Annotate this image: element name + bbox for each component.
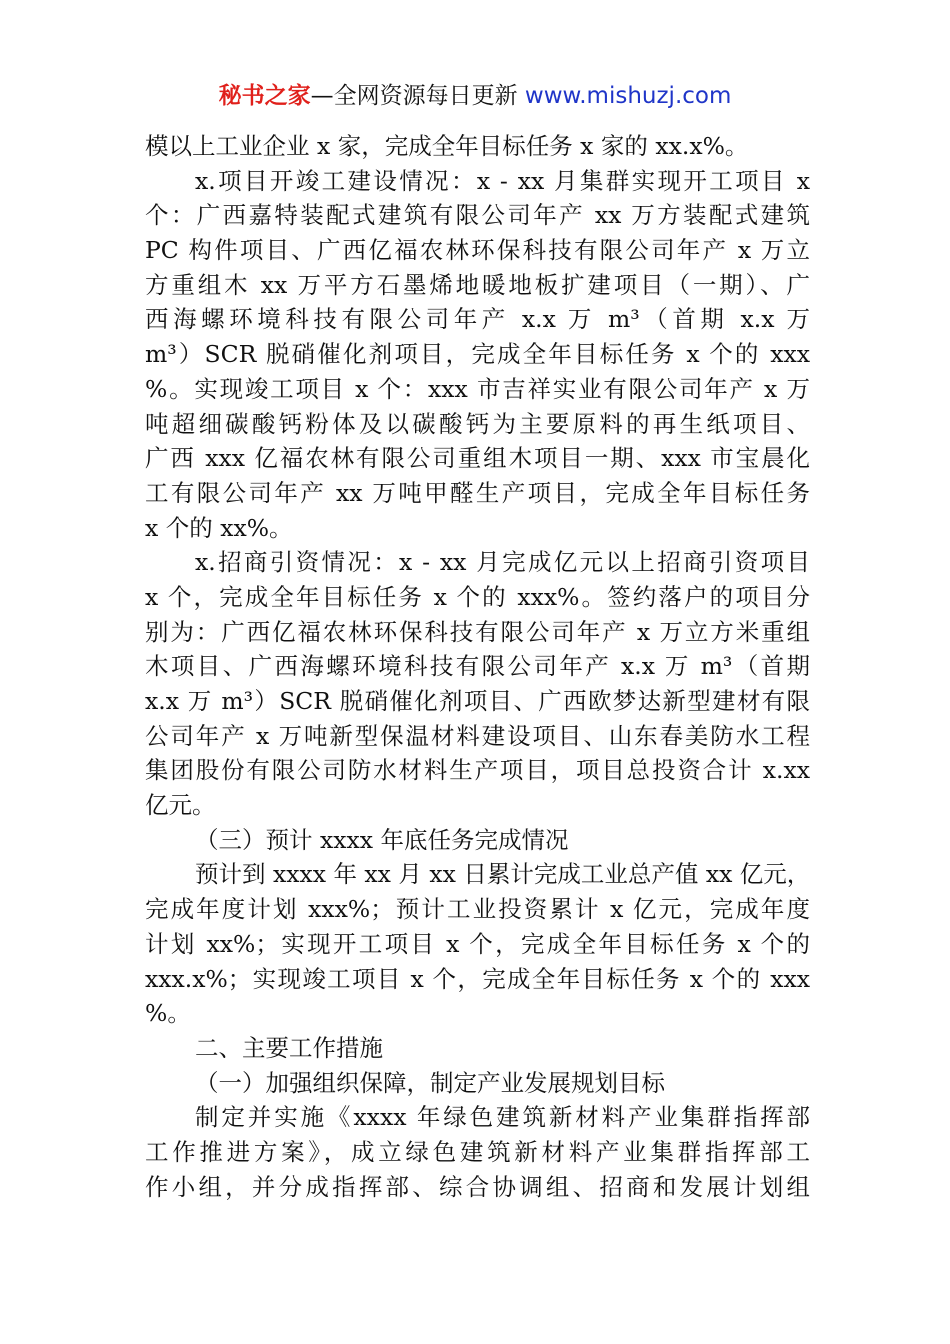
text-line: %。 <box>145 999 191 1028</box>
text-line: 完成年度计划 xxx%；预计工业投资累计 x 亿元，完成年度 <box>145 895 810 924</box>
text-line: x.x 万 m³）SCR 脱硝催化剂项目、广西欧梦达新型建材有限 <box>145 687 810 715</box>
text-line: 集团股份有限公司防水材料生产项目，项目总投资合计 x.xx <box>145 756 810 785</box>
text-line: 模以上工业企业 x 家，完成全年目标任务 x 家的 xx.x%。 <box>145 132 749 160</box>
text-line: 制定并实施《xxxx 年绿色建筑新材料产业集群指挥部 <box>195 1103 810 1132</box>
text-line: 个：广西嘉特装配式建筑有限公司年产 xx 万方装配式建筑 <box>145 201 810 230</box>
site-header <box>0 80 950 112</box>
text-line: 二、主要工作措施 <box>195 1033 383 1062</box>
text-line: 工有限公司年产 xx 万吨甲醛生产项目，完成全年目标任务 <box>145 478 810 507</box>
text-line: x 个的 xx%。 <box>145 513 293 542</box>
text-line: x.项目开竣工建设情况：x - xx 月集群实现开工项目 x <box>195 166 810 195</box>
text-line: 广西 xxx 亿福农林有限公司重组木项目一期、xxx 市宝晨化 <box>145 444 810 473</box>
site-url-link[interactable]: www.mishuzj.com <box>524 83 732 109</box>
text-line: 吨超细碳酸钙粉体及以碳酸钙为主要原料的再生纸项目、 <box>145 409 810 438</box>
text-line: 木项目、广西海螺环境科技有限公司年产 x.x 万 m³（首期 <box>145 652 810 681</box>
text-line: x 个，完成全年目标任务 x 个的 xxx%。签约落户的项目分 <box>145 582 810 611</box>
text-line: xxx.x%；实现竣工项目 x 个，完成全年目标任务 x 个的 xxx <box>145 964 810 993</box>
text-line: 公司年产 x 万吨新型保温材料建设项目、山东春美防水工程 <box>145 721 810 750</box>
text-line: 别为：广西亿福农林环保科技有限公司年产 x 万立方米重组 <box>145 617 810 646</box>
document-body <box>145 129 810 1204</box>
text-line: 预计到 xxxx 年 xx 月 xx 日累计完成工业总产值 xx 亿元， <box>195 860 810 889</box>
text-line: 方重组木 xx 万平方石墨烯地暖地板扩建项目（一期）、广 <box>145 270 810 299</box>
text-line: 工作推进方案》，成立绿色建筑新材料产业集群指挥部工 <box>145 1137 810 1166</box>
header-tagline: —全网资源每日更新 <box>310 83 518 109</box>
brand-name: 秘书之家 <box>218 83 311 109</box>
text-line: 亿元。 <box>145 791 216 820</box>
text-line: PC 构件项目、广西亿福农林环保科技有限公司年产 x 万立 <box>145 236 810 265</box>
text-line: m³）SCR 脱硝催化剂项目，完成全年目标任务 x 个的 xxx <box>145 340 810 369</box>
text-line: %。实现竣工项目 x 个：xxx 市吉祥实业有限公司年产 x 万 <box>145 374 810 403</box>
text-line: （一）加强组织保障，制定产业发展规划目标 <box>195 1068 665 1097</box>
text-line: 西海螺环境科技有限公司年产 x.x 万 m³（首期 x.x 万 <box>145 305 810 334</box>
text-line: 计划 xx%；实现开工项目 x 个，完成全年目标任务 x 个的 <box>145 929 810 958</box>
text-line: （三）预计 xxxx 年底任务完成情况 <box>195 825 569 854</box>
text-line: 作小组，并分成指挥部、综合协调组、招商和发展计划组 <box>145 1172 810 1201</box>
text-line: x.招商引资情况：x - xx 月完成亿元以上招商引资项目 <box>195 548 810 577</box>
